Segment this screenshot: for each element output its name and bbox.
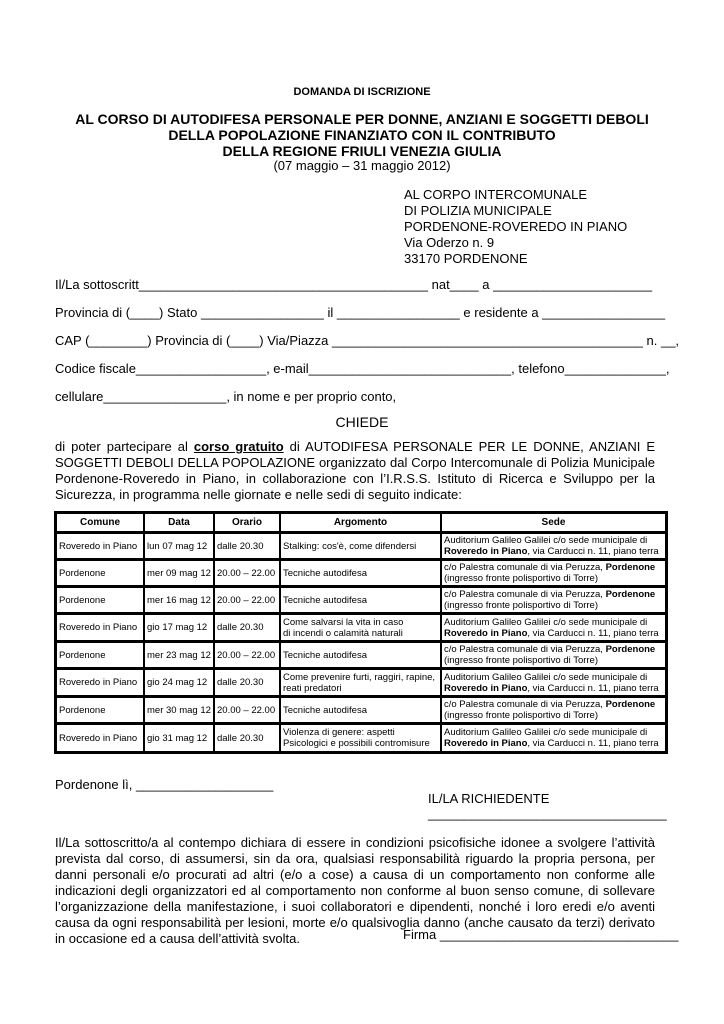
sede-line	[444, 644, 663, 655]
cell-data: gio 17 mag 12	[144, 614, 214, 642]
cell-argomento	[280, 669, 441, 697]
col-header: Argomento	[280, 513, 441, 533]
sede-text: , via Carducci n. 11, piano terra	[527, 627, 659, 639]
address-line: Via Oderzo n. 9	[404, 235, 495, 250]
sede-place: Pordenone	[605, 699, 656, 710]
address-line: PORDENONE-ROVEREDO IN PIANO	[404, 219, 628, 234]
sede-line	[444, 710, 663, 721]
cell-orario: dalle 20.30	[214, 724, 280, 752]
title-line: DELLA REGIONE FRIULI VENEZIA GIULIA	[222, 143, 502, 159]
argomento-line: Violenza di genere: aspetti	[283, 727, 395, 738]
cell-comune: Roveredo in Piano	[56, 533, 144, 560]
cell-comune: Roveredo in Piano	[56, 724, 144, 752]
sede-line	[444, 727, 663, 738]
sede-text: (ingresso fronte polisportivo di Torre)	[444, 710, 599, 721]
sede-place: Pordenone	[605, 644, 656, 655]
form-heading: DOMANDA DI ISCRIZIONE	[293, 86, 431, 98]
sede-line	[444, 699, 663, 710]
field-sottoscritto[interactable]: Il/La sottoscritt________________________________________ nat____ a ______________________	[55, 277, 653, 292]
recipient-address	[404, 187, 627, 267]
col-header: Sede	[441, 513, 666, 533]
col-header: Comune	[56, 513, 144, 533]
cell-sede	[441, 533, 666, 560]
place-date-field[interactable]: Pordenone lì, ___________________	[55, 777, 274, 792]
cell-comune: Pordenone	[56, 697, 144, 724]
sede-line	[444, 562, 663, 573]
sede-line	[444, 600, 663, 611]
cell-argomento	[280, 697, 441, 724]
sede-line	[444, 628, 663, 639]
cell-argomento	[280, 724, 441, 752]
cell-sede	[441, 697, 666, 724]
cell-data: mer 30 mag 12	[144, 697, 214, 724]
cell-argomento	[280, 560, 441, 587]
cell-argomento	[280, 614, 441, 642]
field-cellulare[interactable]: cellulare_________________, in nome e per proprio conto,	[55, 389, 397, 404]
table-row	[56, 642, 666, 669]
firma-field[interactable]: Firma _________________________________	[403, 927, 679, 942]
argomento-line: Come salvarsi la vita in caso	[283, 616, 404, 628]
sede-line	[444, 573, 663, 584]
cell-sede	[441, 614, 666, 642]
cell-orario: 20.00 – 22.00	[214, 697, 280, 724]
cell-data: mer 09 mag 12	[144, 560, 214, 587]
col-header: Orario	[214, 513, 280, 533]
argomento-line: Psicologici e possibili contromisure	[283, 738, 430, 749]
col-header: Data	[144, 513, 214, 533]
sede-text: c/o Palestra comunale di via Peruzza,	[444, 589, 606, 600]
corso-gratuito: corso gratuito	[193, 439, 284, 454]
schedule-table	[54, 511, 668, 754]
argomento-line: reati predatori	[283, 682, 342, 694]
request-paragraph	[55, 439, 655, 503]
sede-text: , via Carducci n. 11, piano terra	[527, 546, 659, 557]
sede-line	[444, 589, 663, 600]
sede-line	[444, 738, 663, 749]
sede-text: , via Carducci n. 11, piano terra	[527, 738, 659, 749]
field-provincia-stato[interactable]: Provincia di (____) Stato _________________ il _________________ e residente a _________________	[55, 305, 666, 320]
sede-place: Pordenone	[605, 589, 656, 600]
argomento-line: Tecniche autodifesa	[283, 594, 367, 606]
cell-sede	[441, 724, 666, 752]
richiedente-label: IL/LA RICHIEDENTE	[428, 791, 550, 806]
sede-text: c/o Palestra comunale di via Peruzza,	[444, 644, 606, 655]
sede-line	[444, 617, 663, 628]
cell-orario: 20.00 – 22.00	[214, 587, 280, 614]
sede-line	[444, 546, 663, 557]
address-line: DI POLIZIA MUNICIPALE	[404, 203, 552, 218]
sede-text: (ingresso fronte polisportivo di Torre)	[444, 573, 599, 584]
cell-sede	[441, 560, 666, 587]
argomento-line: Tecniche autodifesa	[283, 704, 367, 716]
request-text: di AUTODIFESA PERSONALE PER LE DONNE, ANZIANI E SOGGETTI DEBOLI DELLA POPOLAZIONE organizzato dal Corpo Intercomunale di Polizia Municipale Pordenone-Roveredo in Piano, in collaborazione con l’I.R.S.S. Istituto di Ricerca e Sviluppo per la Sicurezza, in programma nelle giornate e nelle sedi di seguito indicate:	[55, 439, 655, 502]
cell-comune: Pordenone	[56, 587, 144, 614]
table-row	[56, 697, 666, 724]
cell-comune: Pordenone	[56, 560, 144, 587]
title-line: AL CORSO DI AUTODIFESA PERSONALE PER DONNE, ANZIANI E SOGGETTI DEBOLI	[75, 111, 649, 127]
cell-sede	[441, 642, 666, 669]
cell-argomento	[280, 533, 441, 560]
cell-comune: Pordenone	[56, 642, 144, 669]
sede-text: (ingresso fronte polisportivo di Torre)	[444, 600, 599, 611]
argomento-line: Come prevenire furti, raggiri, rapine,	[283, 671, 436, 683]
table-row	[56, 669, 666, 697]
address-line: AL CORPO INTERCOMUNALE	[404, 187, 587, 202]
declaration-paragraph: Il/La sottoscritto/a al contempo dichiara di essere in condizioni psicofisiche idonee a svolgere l’attività prevista dal corso, di assumersi, sin da ora, qualsiasi responsabilità riguardo la propria persona, per danni personali e/o procurati ad altri (e/o a cose) a causa di un comportamento non conforme alle indicazioni degli organizzatori ed al comportamento non conforme al buon senso comune, di sollevare l’organizzazione della manifestazione, i suoi collaboratori e dipendenti, nonché i loro eredi e/o aventi causa da ogni responsabilità per lesioni, morte e/o qualsivoglia danno (anche causato da terzi) derivato in occasione ed a causa dell’attività svolta.	[55, 835, 655, 946]
cell-orario: dalle 20.30	[214, 533, 280, 560]
table-row	[56, 724, 666, 752]
title-line: DELLA POPOLAZIONE FINANZIATO CON IL CONTRIBUTO	[168, 127, 556, 143]
sede-line	[444, 655, 663, 666]
sede-text: , via Carducci n. 11, piano terra	[527, 682, 659, 694]
sede-text: (ingresso fronte polisportivo di Torre)	[444, 655, 599, 666]
richiedente-signature-line[interactable]: _________________________________	[428, 806, 667, 821]
cell-argomento	[280, 587, 441, 614]
cell-data: mer 23 mag 12	[144, 642, 214, 669]
argomento-line: Stalking: cos'è, come difendersi	[283, 540, 417, 552]
cell-sede	[441, 669, 666, 697]
sede-line	[444, 672, 663, 683]
cell-data: lun 07 mag 12	[144, 533, 214, 560]
cell-data: gio 24 mag 12	[144, 669, 214, 697]
form-title	[0, 111, 724, 159]
sede-place: Roveredo in Piano	[444, 738, 528, 749]
sede-place: Roveredo in Piano	[444, 682, 528, 694]
sede-text: Auditorium Galileo Galilei c/o sede municipale di	[444, 671, 648, 683]
cell-orario: dalle 20.30	[214, 669, 280, 697]
chiede-label: CHIEDE	[335, 414, 389, 430]
request-text: di poter partecipare al	[55, 439, 194, 454]
course-dates: (07 maggio – 31 maggio 2012)	[273, 158, 451, 173]
cell-orario: dalle 20.30	[214, 614, 280, 642]
argomento-line: Tecniche autodifesa	[283, 649, 367, 661]
cell-orario: 20.00 – 22.00	[214, 642, 280, 669]
sede-text: c/o Palestra comunale di via Peruzza,	[444, 699, 606, 710]
sede-place: Roveredo in Piano	[444, 627, 528, 639]
table-row	[56, 533, 666, 560]
sede-place: Roveredo in Piano	[444, 546, 528, 557]
field-cap-indirizzo[interactable]: CAP (________) Provincia di (____) Via/Piazza ___________________________________________ n. __,	[55, 333, 680, 348]
sede-text: Auditorium Galileo Galilei c/o sede municipale di	[444, 727, 648, 738]
sede-line	[444, 683, 663, 694]
sede-text: Auditorium Galileo Galilei c/o sede municipale di	[444, 535, 648, 546]
table-row	[56, 560, 666, 587]
cell-data: gio 31 mag 12	[144, 724, 214, 752]
sede-text: c/o Palestra comunale di via Peruzza,	[444, 562, 606, 573]
table-row	[56, 587, 666, 614]
address-line: 33170 PORDENONE	[404, 251, 528, 266]
cell-sede	[441, 587, 666, 614]
argomento-line: Tecniche autodifesa	[283, 567, 367, 579]
table-row	[56, 614, 666, 642]
sede-text: Auditorium Galileo Galilei c/o sede municipale di	[444, 616, 648, 628]
cell-data: mer 16 mag 12	[144, 587, 214, 614]
table-header-row	[56, 513, 666, 533]
sede-place: Pordenone	[605, 562, 656, 573]
cell-comune: Roveredo in Piano	[56, 614, 144, 642]
cell-comune: Roveredo in Piano	[56, 669, 144, 697]
sede-line	[444, 535, 663, 546]
argomento-line: di incendi o calamità naturali	[283, 627, 403, 639]
cell-argomento	[280, 642, 441, 669]
cell-orario: 20.00 – 22.00	[214, 560, 280, 587]
field-codice-fiscale[interactable]: Codice fiscale__________________, e-mail____________________________, telefono______________,	[55, 361, 670, 376]
